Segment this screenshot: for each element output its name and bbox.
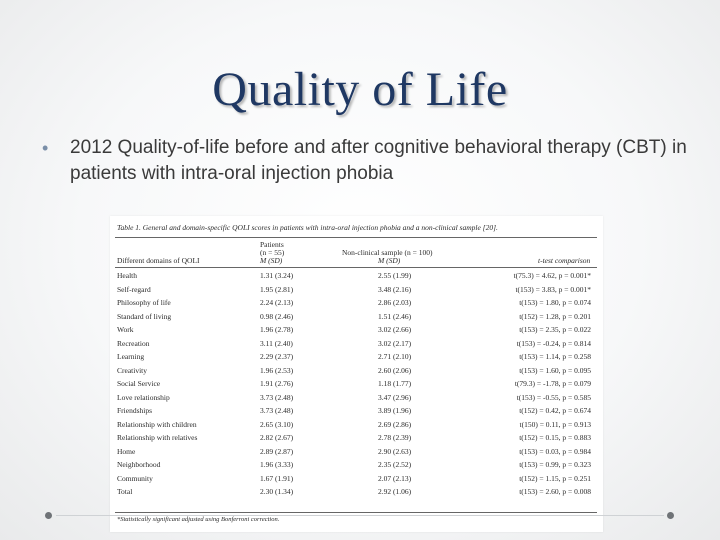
- qoli-table: [110, 216, 603, 532]
- patients-cell: 1.96 (2.53): [260, 365, 294, 375]
- ttest-cell: t(153) = -0.24, p = 0.814: [516, 338, 591, 348]
- domain-cell: Community: [117, 473, 153, 483]
- table-caption: Table 1. General and domain-specific QOLI scores in patients with intra-oral injection phobia and a non-clinical sample [20].: [117, 223, 498, 232]
- patients-cell: 3.73 (2.48): [260, 406, 294, 415]
- table-footnote: *Statistically significant adjusted using Bonferroni correction.: [117, 516, 280, 523]
- patients-cell: 1.96 (2.78): [260, 325, 294, 334]
- nonclinical-cell: 1.51 (2.46): [378, 311, 412, 321]
- bullet-text: 2012 Quality-of-life before and after cognitive behavioral therapy (CBT) in patients with intra-oral injection phobia: [70, 137, 687, 184]
- ttest-cell: t(79.3) = -1.78, p = 0.079: [514, 379, 591, 388]
- header-patients-msd: M (SD): [260, 256, 283, 265]
- domain-cell: Love relationship: [117, 392, 170, 402]
- nonclinical-cell: 2.90 (2.63): [378, 446, 412, 456]
- ttest-cell: t(153) = 0.03, p = 0.984: [519, 446, 591, 456]
- ttest-cell: t(153) = 2.35, p = 0.022: [519, 325, 591, 334]
- left-ornament-dot-icon: [45, 512, 52, 519]
- table-row: [110, 285, 603, 297]
- domain-cell: Learning: [117, 352, 145, 361]
- domain-cell: Health: [117, 271, 137, 280]
- patients-cell: 2.24 (2.13): [260, 298, 294, 307]
- nonclinical-cell: 2.55 (1.99): [378, 271, 412, 280]
- nonclinical-cell: 3.89 (1.96): [378, 406, 412, 415]
- patients-cell: 1.96 (3.33): [260, 460, 294, 469]
- domain-cell: Home: [117, 446, 136, 456]
- nonclinical-cell: 2.78 (2.39): [378, 433, 412, 442]
- patients-cell: 1.95 (2.81): [260, 284, 294, 294]
- domain-cell: Total: [117, 487, 133, 496]
- nonclinical-cell: 3.48 (2.16): [378, 284, 412, 294]
- patients-cell: 2.65 (3.10): [260, 419, 294, 429]
- ttest-cell: t(153) = 0.99, p = 0.323: [519, 460, 591, 469]
- domain-cell: Work: [117, 325, 134, 334]
- table-row: [110, 298, 603, 310]
- header-patients: Patients: [260, 240, 284, 249]
- domain-cell: Neighborhood: [117, 460, 161, 469]
- nonclinical-cell: 2.07 (2.13): [378, 473, 412, 483]
- nonclinical-cell: 1.18 (1.77): [378, 379, 412, 388]
- ttest-cell: t(75.3) = 4.62, p = 0.001*: [513, 271, 591, 280]
- table-row: [110, 447, 603, 459]
- ttest-cell: t(152) = 1.28, p = 0.201: [519, 311, 591, 321]
- nonclinical-cell: 2.35 (2.52): [378, 460, 412, 469]
- patients-cell: 2.30 (1.34): [260, 487, 294, 496]
- patients-cell: 2.89 (2.87): [260, 446, 294, 456]
- patients-cell: 1.67 (1.91): [260, 473, 294, 483]
- patients-cell: 3.11 (2.40): [260, 338, 293, 348]
- domain-cell: Friendships: [117, 406, 153, 415]
- table-bottom-rule: [115, 512, 597, 513]
- nonclinical-cell: 3.02 (2.66): [378, 325, 412, 334]
- table-row: [110, 406, 603, 418]
- header-nonclinical: Non-clinical sample (n = 100): [342, 248, 433, 257]
- table-header-rule: [115, 267, 597, 268]
- bullet-item: [42, 135, 692, 187]
- table-row: [110, 379, 603, 391]
- ttest-cell: t(153) = 3.83, p = 0.001*: [515, 284, 591, 294]
- table-row: [110, 393, 603, 405]
- nonclinical-cell: 2.71 (2.10): [378, 352, 412, 361]
- table-row: [110, 271, 603, 283]
- domain-cell: Creativity: [117, 365, 147, 375]
- nonclinical-cell: 2.60 (2.06): [378, 365, 412, 375]
- patients-cell: 1.91 (2.76): [260, 379, 294, 388]
- patients-cell: 3.73 (2.48): [260, 392, 294, 402]
- ttest-cell: t(152) = 1.15, p = 0.251: [519, 473, 591, 483]
- patients-cell: 0.98 (2.46): [260, 311, 294, 321]
- right-ornament-dot-icon: [667, 512, 674, 519]
- nonclinical-cell: 3.47 (2.96): [378, 392, 412, 402]
- domain-cell: Recreation: [117, 338, 150, 348]
- ttest-cell: t(150) = 0.11, p = 0.913: [519, 419, 591, 429]
- ttest-cell: t(153) = 1.60, p = 0.095: [519, 365, 591, 375]
- table-row: [110, 433, 603, 445]
- table-row: [110, 352, 603, 364]
- table-row: [110, 366, 603, 378]
- nonclinical-cell: 2.69 (2.86): [378, 419, 412, 429]
- patients-cell: 2.82 (2.67): [260, 433, 294, 442]
- ttest-cell: t(153) = 1.14, p = 0.258: [519, 352, 591, 361]
- header-nonclinical-msd: M (SD): [378, 256, 401, 265]
- header-patients-n: (n = 55): [260, 248, 285, 257]
- table-row: [110, 339, 603, 351]
- footer-divider: [56, 515, 664, 516]
- bullet-icon: •: [42, 138, 49, 158]
- slide-title: Quality of Life: [212, 63, 508, 116]
- table-row: [110, 487, 603, 499]
- header-domains: Different domains of QOLI: [117, 256, 200, 265]
- domain-cell: Relationship with relatives: [117, 433, 198, 442]
- domain-cell: Standard of living: [117, 311, 172, 321]
- patients-cell: 1.31 (3.24): [260, 271, 294, 280]
- ttest-cell: t(152) = 0.15, p = 0.883: [519, 433, 591, 442]
- table-row: [110, 420, 603, 432]
- table-top-rule: [115, 237, 597, 238]
- table-row: [110, 474, 603, 486]
- domain-cell: Philosophy of life: [117, 298, 171, 307]
- ttest-cell: t(153) = -0.55, p = 0.585: [516, 392, 591, 402]
- table-row: [110, 460, 603, 472]
- table-row: [110, 325, 603, 337]
- domain-cell: Relationship with children: [117, 419, 197, 429]
- ttest-cell: t(152) = 0.42, p = 0.674: [519, 406, 591, 415]
- nonclinical-cell: 3.02 (2.17): [378, 338, 412, 348]
- domain-cell: Social Service: [117, 379, 161, 388]
- ttest-cell: t(153) = 2.60, p = 0.008: [519, 487, 591, 496]
- header-ttest: t-test comparison: [538, 256, 591, 265]
- table-row: [110, 312, 603, 324]
- patients-cell: 2.29 (2.37): [260, 352, 294, 361]
- nonclinical-cell: 2.92 (1.06): [378, 487, 412, 496]
- ttest-cell: t(153) = 1.80, p = 0.074: [519, 298, 591, 307]
- nonclinical-cell: 2.86 (2.03): [378, 298, 412, 307]
- domain-cell: Self-regard: [117, 284, 151, 294]
